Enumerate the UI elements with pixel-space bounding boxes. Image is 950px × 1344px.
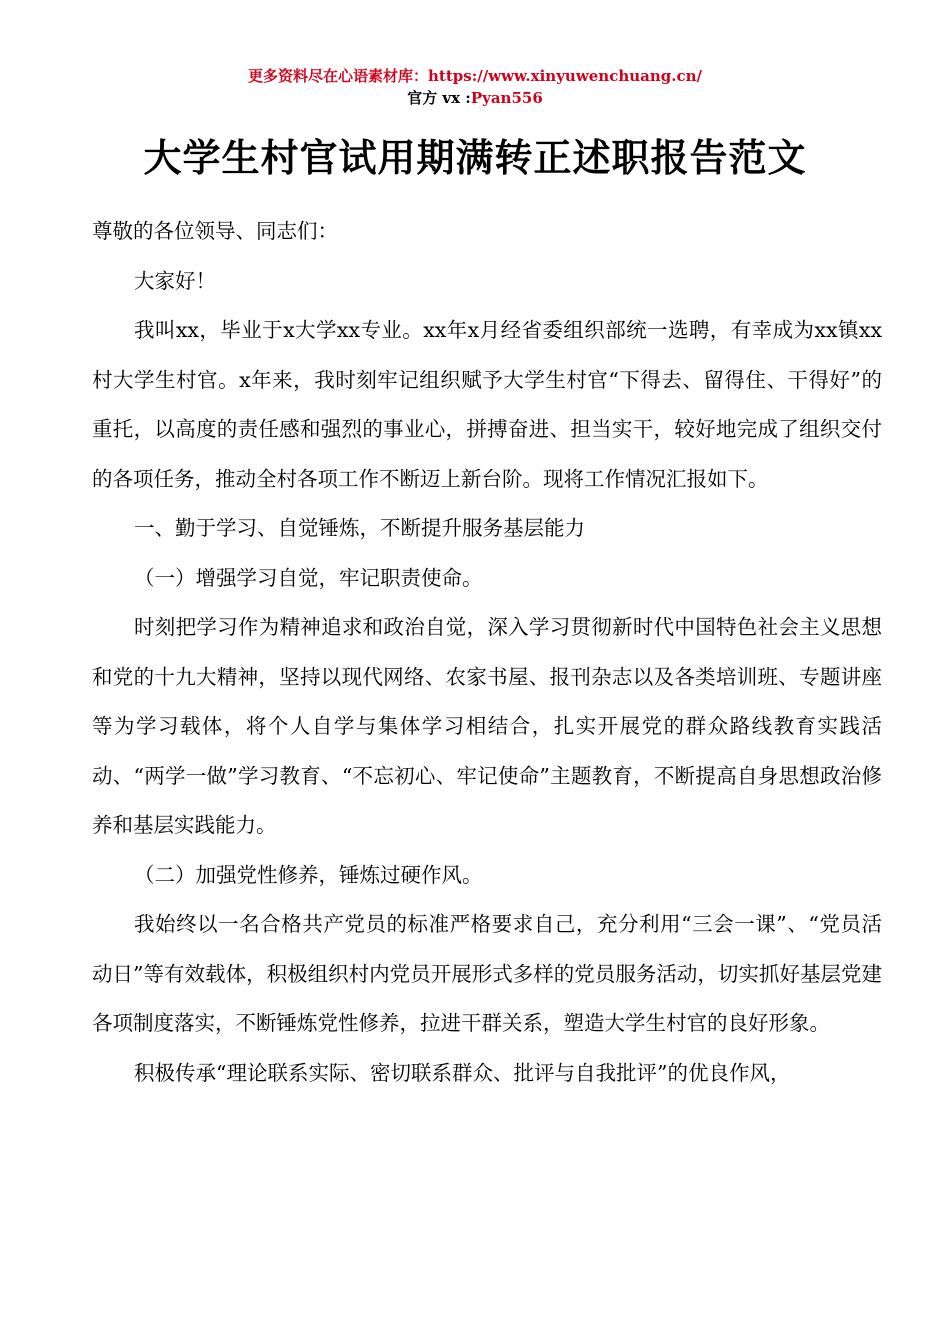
section-heading: 一、勤于学习、自觉锤炼，不断提升服务基层能力 [134, 516, 585, 540]
document-title: 大学生村官试用期满转正述职报告范文 [143, 135, 807, 180]
salutation: 尊敬的各位领导、同志们： [92, 219, 338, 243]
promo-link[interactable]: https://www.xinyuwenchuang.cn/ [428, 67, 702, 85]
vx-id: Pyan556 [470, 89, 543, 107]
document-body [92, 207, 882, 1098]
paragraph: 积极传承“理论联系实际、密切联系群众、批评与自我批评”的优良作风， [134, 1060, 791, 1085]
vx-label: 官方 vx : [407, 89, 471, 107]
greeting: 大家好！ [134, 268, 216, 293]
vx-header [0, 88, 950, 108]
subsection-heading: （一）增强学习自觉，牢记职责使命。 [134, 565, 483, 590]
paragraph: 时刻把学习作为精神追求和政治自觉，深入学习贯彻新时代中国特色社会主义思想和党的十九大精神，坚持以现代网络、农家书屋、报刊杂志以及各类培训班、专题讲座等为学习载体，将个人自学与集体学习相结合，扎实开展党的群众路线教育实践活动、“两学一做”学习教育、“不忘初心、牢记使命”主题教育，不断提高自身思想政治修养和基层实践能力。 [92, 615, 882, 837]
paragraph: 我叫xx，毕业于x大学xx专业。xx年x月经省委组织部统一选聘，有幸成为xx镇xx村大学生村官。x年来，我时刻牢记组织赋予大学生村官“下得去、留得住、干得好”的重托，以高度的责任感和强烈的事业心，拼搏奋进、担当实干，较好地完成了组织交付的各项任务，推动全村各项工作不断迈上新台阶。现将工作情况汇报如下。 [92, 318, 882, 491]
paragraph: 我始终以一名合格共产党员的标准严格要求自己，充分利用“三会一课”、“党员活动日”等有效载体，积极组织村内党员开展形式多样的党员服务活动，切实抓好基层党建各项制度落实，不断锤炼党性修养，拉进干群关系，塑造大学生村官的良好形象。 [92, 912, 882, 1035]
promo-header [0, 66, 950, 86]
subsection-heading: （二）加强党性修养，锤炼过硬作风。 [134, 862, 483, 887]
promo-label: 更多资料尽在心语素材库： [248, 67, 429, 85]
